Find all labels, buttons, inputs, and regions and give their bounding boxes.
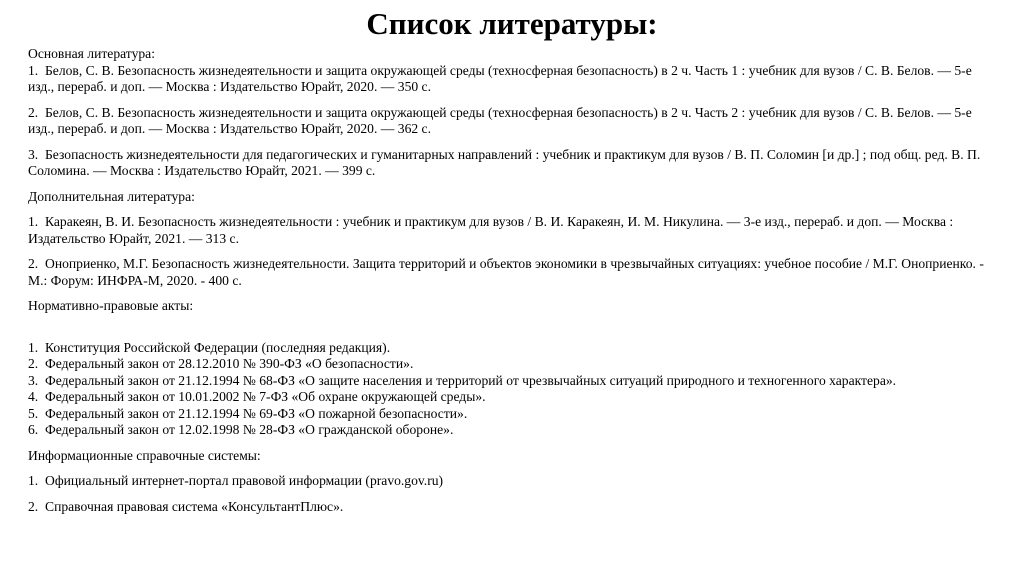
item-number: 2. — [28, 356, 39, 371]
info-systems-heading: Информационные справочные системы: — [28, 447, 261, 463]
item-number: 4. — [28, 389, 39, 404]
legal-acts-heading: Нормативно-правовые акты: — [28, 298, 194, 313]
list-item — [28, 389, 998, 406]
list-item — [28, 256, 998, 289]
item-text: Белов, С. В. Безопасность жизнедеятельности и защита окружающей среды (техносферная безопасность) в 2 ч. Часть 2 : учебник для вузов / С. В. Белов. — 5-е изд., перераб. и доп. — Москва : Издательство Юрайт, 2020. — 362 с. — [28, 104, 972, 136]
item-number: 1. — [28, 339, 39, 355]
item-text: Федеральный закон от 10.01.2002 № 7-ФЗ «Об охране окружающей среды». — [45, 389, 486, 404]
list-item — [28, 356, 998, 373]
item-number: 2. — [28, 256, 39, 271]
item-text: Конституция Российской Федерации (последняя редакция). — [45, 339, 391, 355]
list-item — [28, 63, 998, 96]
additional-literature-heading: Дополнительная литература: — [28, 188, 195, 204]
item-number: 1. — [28, 62, 39, 78]
list-item — [28, 340, 998, 357]
item-number: 1. — [28, 473, 39, 488]
list-item — [28, 422, 998, 439]
bibliography — [28, 46, 998, 524]
list-item — [28, 473, 998, 490]
item-text: Оноприенко, М.Г. Безопасность жизнедеятельности. Защита территорий и объектов экономики в чрезвычайных ситуациях: учебное пособие / М.Г. Оноприенко. - М.: Форум: ИНФРА-М, 2020. - 400 с. — [28, 256, 984, 288]
item-number: 6. — [28, 422, 39, 437]
legal-acts-list — [28, 340, 998, 439]
item-text: Белов, С. В. Безопасность жизнедеятельности и защита окружающей среды (техносферная безопасность) в 2 ч. Часть 1 : учебник для вузов / С. В. Белов. — 5-е изд., перераб. и доп. — Москва : Издательство Юрайт, 2020. — 350 с. — [28, 62, 972, 94]
item-text: Федеральный закон от 21.12.1994 № 69-ФЗ «О пожарной безопасности». — [45, 405, 468, 421]
item-text: Федеральный закон от 12.02.1998 № 28-ФЗ «О гражданской обороне». — [45, 422, 454, 437]
item-text: Федеральный закон от 28.12.2010 № 390-ФЗ «О безопасности». — [45, 356, 414, 371]
list-item — [28, 373, 998, 390]
item-text: Справочная правовая система «КонсультантПлюс». — [45, 498, 344, 514]
item-number: 3. — [28, 146, 39, 162]
item-number: 1. — [28, 214, 39, 229]
list-item — [28, 214, 998, 247]
main-literature-heading: Основная литература: — [28, 46, 155, 61]
list-item — [28, 147, 998, 180]
item-text: Официальный интернет-портал правовой информации (pravo.gov.ru) — [45, 473, 444, 488]
item-number: 5. — [28, 405, 39, 421]
item-text: Безопасность жизнедеятельности для педагогических и гуманитарных направлений : учебник и практикум для вузов / В. П. Соломин [и др.] ; под общ. ред. В. П. Соломина. — Москва : Издательство Юрайт, 2021. — 399 с. — [28, 146, 981, 178]
item-number: 2. — [28, 104, 39, 120]
page-title: Список литературы: — [366, 6, 658, 41]
item-number: 2. — [28, 498, 39, 514]
list-item — [28, 406, 998, 423]
list-item — [28, 105, 998, 138]
item-text: Федеральный закон от 21.12.1994 № 68-ФЗ «О защите населения и территорий от чрезвычайных ситуаций природного и техногенного характера». — [45, 372, 897, 388]
item-text: Каракеян, В. И. Безопасность жизнедеятельности : учебник и практикум для вузов / В. И. Каракеян, И. М. Никулина. — 3-е изд., перераб. и доп. — Москва : Издательство Юрайт, 2021. — 313 с. — [28, 214, 954, 246]
list-item — [28, 499, 998, 516]
item-number: 3. — [28, 372, 39, 388]
